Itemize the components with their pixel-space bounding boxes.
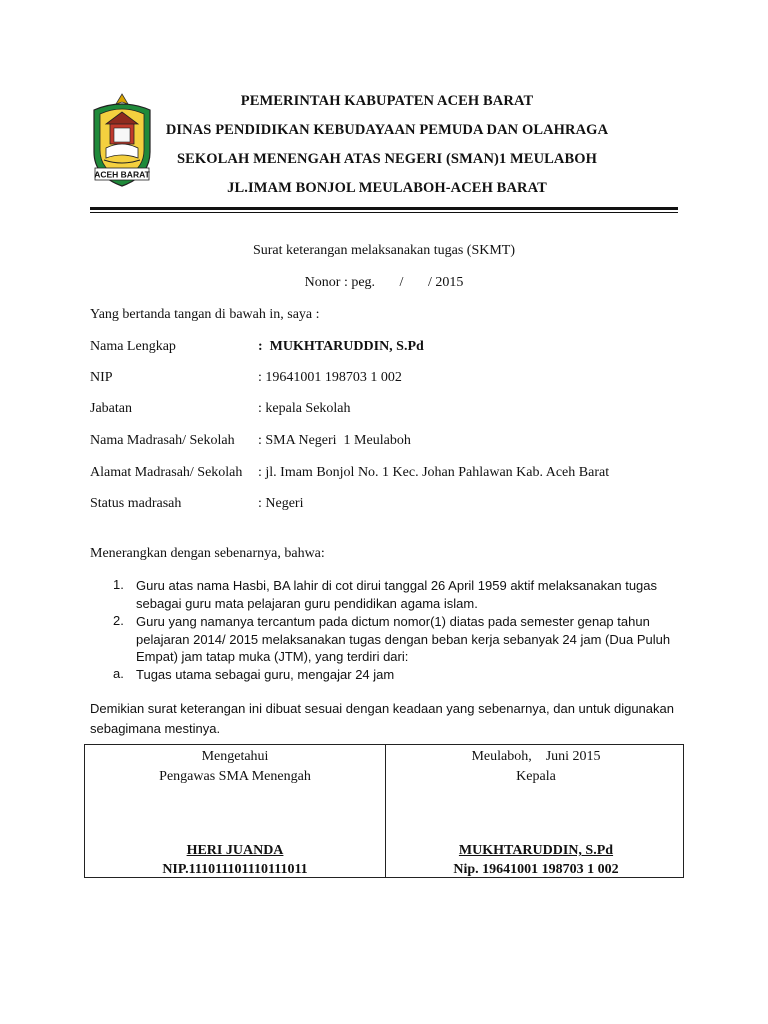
letterhead-rule-thick [90, 207, 678, 210]
field-label-address: Alamat Madrasah/ Sekolah [90, 465, 243, 480]
signature-right-id: Nip. 19641001 198703 1 002 [453, 862, 619, 877]
letterhead-school: SEKOLAH MENENGAH ATAS NEGERI (SMAN)1 MEULABOH [176, 151, 598, 167]
letterhead-address: JL.IMAM BONJOL MEULABOH-ACEH BARAT [227, 180, 547, 196]
field-value-nip: : 19641001 198703 1 002 [258, 370, 402, 385]
field-value-address: : jl. Imam Bonjol No. 1 Kec. Johan Pahlawan Kab. Aceh Barat [258, 465, 610, 480]
field-label-name: Nama Lengkap [90, 339, 176, 354]
closing-text: Demikian surat keterangan ini dibuat sesuai dengan keadaan yang sebenarnya, dan untuk digunakan sebagimana mestinya. [90, 701, 674, 736]
letterhead-department: DINAS PENDIDIKAN KEBUDAYAAN PEMUDA DAN OLAHRAGA [165, 122, 609, 138]
signature-right [386, 745, 686, 877]
signature-table [84, 744, 684, 878]
field-value-name: : MUKHTARUDDIN, S.Pd [258, 339, 424, 354]
field-label-position: Jabatan [90, 401, 132, 416]
intro-text: Yang bertanda tangan di bawah in, saya : [90, 307, 320, 322]
document-title: Surat keterangan melaksanakan tugas (SKMT) [252, 243, 516, 258]
signature-right-name: MUKHTARUDDIN, S.Pd [458, 843, 614, 858]
list-item-marker: 2. [113, 613, 124, 628]
declaration-text: Menerangkan dengan sebenarnya, bahwa: [90, 546, 325, 561]
field-value-position: : kepala Sekolah [258, 401, 351, 416]
list-item: Guru yang namanya tercantum pada dictum nomor(1) diatas pada semester genap tahun pelajaran 2014/ 2015 melaksanakan tugas dengan beban kerja sebanyak 24 jam (Dua Puluh Empat) jam tatap muka (JTM), yang terdiri dari: [136, 614, 671, 664]
signature-right-role: Kepala [516, 769, 556, 784]
letterhead-rule-thin [90, 212, 678, 213]
field-label-status: Status madrasah [90, 496, 182, 511]
signature-left-heading: Mengetahui [201, 749, 269, 764]
document-number: Nonor : peg. / / 2015 [304, 275, 464, 290]
list-item-marker: 1. [113, 577, 124, 592]
field-label-nip: NIP [90, 370, 113, 385]
field-value-school: : SMA Negeri 1 Meulaboh [258, 433, 411, 448]
signature-right-place-date: Meulaboh, Juni 2015 [471, 749, 601, 764]
list-item: Tugas utama sebagai guru, mengajar 24 jam [136, 667, 395, 682]
list-item-marker: a. [113, 666, 124, 681]
signature-left-id: NIP.111011101110111011 [162, 862, 308, 877]
aceh-barat-emblem [88, 92, 156, 188]
logo-caption: ACEH BARAT [94, 169, 150, 180]
signature-left [85, 745, 385, 877]
list-item: Guru atas nama Hasbi, BA lahir di cot dirui tanggal 26 April 1959 aktif melaksanakan tugas sebagai guru mata pelajaran guru pendidikan agama islam. [136, 578, 658, 611]
field-label-school: Nama Madrasah/ Sekolah [90, 433, 235, 448]
signature-left-role: Pengawas SMA Menengah [159, 769, 311, 784]
field-value-status: : Negeri [258, 496, 304, 511]
letterhead-government: PEMERINTAH KABUPATEN ACEH BARAT [240, 93, 534, 109]
signature-left-name: HERI JUANDA [186, 843, 284, 858]
